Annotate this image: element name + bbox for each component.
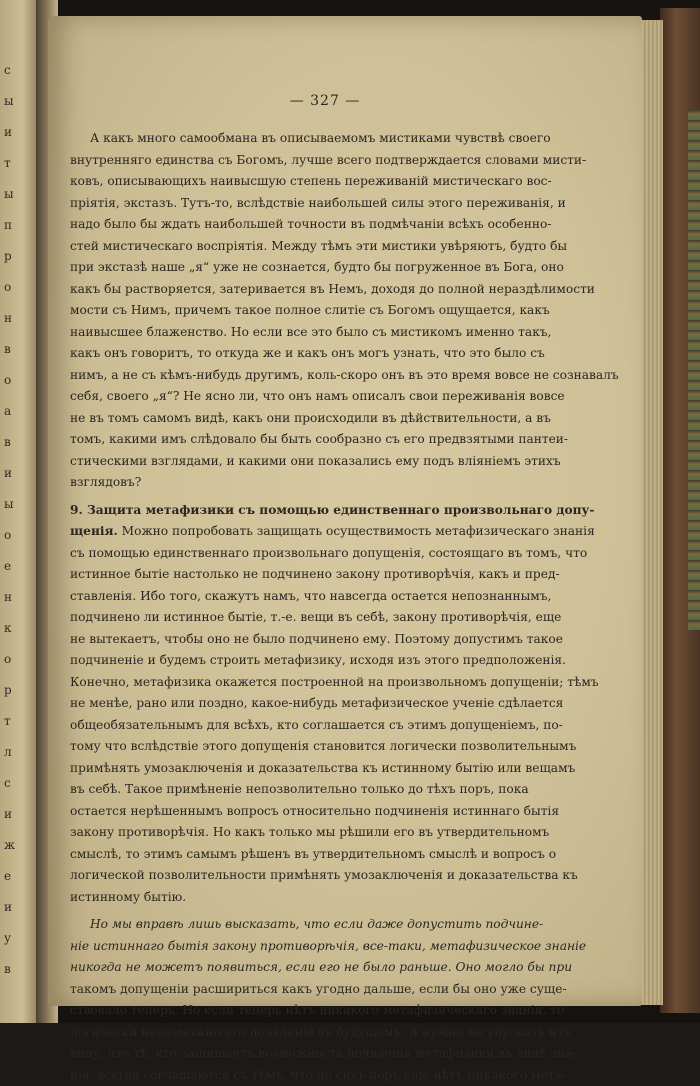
paragraph-line: взглядовъ? bbox=[70, 472, 630, 494]
paragraph-line: въ себѣ. Такое примѣненіе непозволительно только до тѣхъ поръ, пока bbox=[70, 779, 630, 801]
paragraph-line: логически невозможно его появленіе въ будущемъ. А нужно не упускать изъ bbox=[70, 1022, 630, 1044]
paragraph-line: логической позволительности примѣнять умозаключенія и доказательства къ bbox=[70, 865, 630, 887]
section-heading-end: щенія. bbox=[70, 524, 118, 538]
left-page-fragment: е bbox=[4, 556, 11, 577]
paragraph-line: такомъ допущеніи расшириться какъ угодно дальше, если бы оно уже суще- bbox=[70, 979, 630, 1001]
left-page-fragment: а bbox=[4, 401, 11, 422]
paragraph-line: не въ томъ самомъ видѣ, какъ они происходили въ дѣйствительности, а въ bbox=[70, 408, 630, 430]
left-page-fragment: л bbox=[4, 742, 12, 763]
left-page-fragment: и bbox=[4, 804, 12, 825]
left-page-fragment: ы bbox=[4, 494, 14, 515]
paragraph-line: истинному бытію. bbox=[70, 887, 630, 909]
paragraph-line: Но мы вправѣ лишь высказать, что если даже допустить подчине- bbox=[70, 914, 630, 936]
paragraph-line: надо было бы ждать наибольшей точности въ подмѣчаніи всѣхъ особенно- bbox=[70, 214, 630, 236]
paragraph-metaphysics-knowledge bbox=[70, 914, 630, 1086]
paragraph-line: какъ онъ говоритъ, то откуда же и какъ онъ могъ узнать, что это было съ bbox=[70, 343, 630, 365]
paragraph-line: виду, что тѣ, кто защищаетъ возможность появленія метафизики въ видѣ зна- bbox=[70, 1043, 630, 1065]
left-page-fragment: о bbox=[4, 370, 11, 391]
left-page-fragment: н bbox=[4, 587, 12, 608]
paragraph-line: подчинено ли истинное бытіе, т.-е. вещи въ себѣ, закону противорѣчія, еще bbox=[70, 607, 630, 629]
left-page-edge bbox=[0, 0, 38, 1023]
left-page-fragment: ж bbox=[4, 835, 15, 856]
left-page-fragment: с bbox=[4, 60, 11, 81]
paragraph-line: примѣнять умозаключенія и доказательства къ истинному бытію или вещамъ bbox=[70, 758, 630, 780]
binding-edge bbox=[688, 110, 700, 630]
left-page-fragment: и bbox=[4, 897, 12, 918]
paragraph-line: не вытекаетъ, чтобы оно не было подчинено ему. Поэтому допустимъ такое bbox=[70, 629, 630, 651]
paragraph-line: пріятія, экстазъ. Тутъ-то, вслѣдствіе наибольшей силы этого переживанія, и bbox=[70, 193, 630, 215]
paragraph-line: закону противорѣчія. Но какъ только мы рѣшили его въ утвердительномъ bbox=[70, 822, 630, 844]
paragraph-line: себя, своего „я“? Не ясно ли, что онъ намъ описалъ свои переживанія вовсе bbox=[70, 386, 630, 408]
paragraph-line: стей мистическаго воспріятія. Между тѣмъ эти мистики увѣряютъ, будто бы bbox=[70, 236, 630, 258]
left-page-fragment: т bbox=[4, 153, 11, 174]
page-text bbox=[70, 128, 630, 1086]
paragraph-line: Можно попробовать защищать осуществимость метафизическаго знанія bbox=[118, 524, 595, 538]
left-page-fragment: и bbox=[4, 463, 12, 484]
paragraph-line: нимъ, а не съ кѣмъ-нибудь другимъ, коль-скоро онъ въ это время вовсе не сознавалъ bbox=[70, 365, 630, 387]
paragraph-line: тому что вслѣдствіе этого допущенія становится логически позволительнымъ bbox=[70, 736, 630, 758]
page-number: — 327 — bbox=[250, 93, 400, 109]
left-page-fragment: в bbox=[4, 959, 11, 980]
paragraph-line: подчиненіе и будемъ строить метафизику, исходя изъ этого предположенія. bbox=[70, 650, 630, 672]
paragraph-line: смыслѣ, то этимъ самымъ рѣшенъ въ утвердительномъ смыслѣ и вопросъ о bbox=[70, 844, 630, 866]
left-page-fragment: о bbox=[4, 525, 11, 546]
left-page-fragment: ы bbox=[4, 91, 14, 112]
paragraph-mystics bbox=[70, 128, 630, 494]
paragraph-line: истинное бытіе настолько не подчинено закону противорѣчія, какъ и пред- bbox=[70, 564, 630, 586]
paragraph-line: томъ, какими имъ слѣдовало бы быть сообразно съ его предвзятыми пантеи- bbox=[70, 429, 630, 451]
left-page-fragment: в bbox=[4, 432, 11, 453]
paragraph-line: внутренняго единства съ Богомъ, лучше всего подтверждается словами мисти- bbox=[70, 150, 630, 172]
paragraph-line: нія, всегда соглашаются съ тѣмъ, что до сихъ поръ еще нѣтъ никакого мета- bbox=[70, 1065, 630, 1086]
left-page-fragment: е bbox=[4, 866, 11, 887]
left-page-fragment: п bbox=[4, 215, 12, 236]
left-page-fragment: о bbox=[4, 649, 11, 670]
left-page-fragment: р bbox=[4, 680, 12, 701]
left-page-fragment: т bbox=[4, 711, 11, 732]
paragraph-line: ствовало теперь. Но если теперь нѣтъ никакого метафизическаго знанія, то bbox=[70, 1000, 630, 1022]
paragraph-line: ковъ, описывающихъ наивысшую степень переживаній мистическаго вос- bbox=[70, 171, 630, 193]
left-page-fragment: с bbox=[4, 773, 11, 794]
left-page-fragment: о bbox=[4, 277, 11, 298]
paragraph-line: ніе истиннаго бытія закону противорѣчія, все-таки, метафизическое знаніе bbox=[70, 936, 630, 958]
paragraph-line: никогда не можетъ появиться, если его не было раньше. Оно могло бы при bbox=[70, 957, 630, 979]
paragraph-line: общеобязательнымъ для всѣхъ, кто соглашается съ этимъ допущеніемъ, по- bbox=[70, 715, 630, 737]
left-page-fragment: н bbox=[4, 308, 12, 329]
left-page-fragment: к bbox=[4, 618, 12, 639]
paragraph-line: мости съ Нимъ, причемъ такое полное слитіе съ Богомъ ощущается, какъ bbox=[70, 300, 630, 322]
paragraph-line: наивысшее блаженство. Но если все это было съ мистикомъ именно такъ, bbox=[70, 322, 630, 344]
paragraph-line: ставленія. Ибо того, скажутъ намъ, что навсегда остается непознаннымъ, bbox=[70, 586, 630, 608]
paragraph-line: не менѣе, рано или поздно, какое-нибудь метафизическое ученіе сдѣлается bbox=[70, 693, 630, 715]
left-page-fragment: у bbox=[4, 928, 11, 949]
paragraph-line: А какъ много самообмана въ описываемомъ мистиками чувствѣ своего bbox=[70, 128, 630, 150]
paragraph-line: Конечно, метафизика окажется построенной на произвольномъ допущеніи; тѣмъ bbox=[70, 672, 630, 694]
left-page-fragment: и bbox=[4, 122, 12, 143]
paragraph-section-9 bbox=[70, 500, 630, 909]
paragraph-line: какъ бы растворяется, затеривается въ Немъ, доходя до полной нераздѣлимости bbox=[70, 279, 630, 301]
left-page-fragment: р bbox=[4, 246, 12, 267]
left-page-fragment: в bbox=[4, 339, 11, 360]
paragraph-line: остается нерѣшеннымъ вопросъ относительно подчиненія истиннаго бытія bbox=[70, 801, 630, 823]
paragraph-line: съ помощью единственнаго произвольнаго допущенія, состоящаго въ томъ, что bbox=[70, 543, 630, 565]
paragraph-line: стическими взглядами, и какими они показались ему подъ вліяніемъ этихъ bbox=[70, 451, 630, 473]
paragraph-line: при экстазѣ наше „я“ уже не сознается, будто бы погруженное въ Бога, оно bbox=[70, 257, 630, 279]
section-heading: 9. Защита метафизики съ помощью единственнаго произвольнаго допу- bbox=[70, 503, 594, 517]
left-page-fragment: ы bbox=[4, 184, 14, 205]
